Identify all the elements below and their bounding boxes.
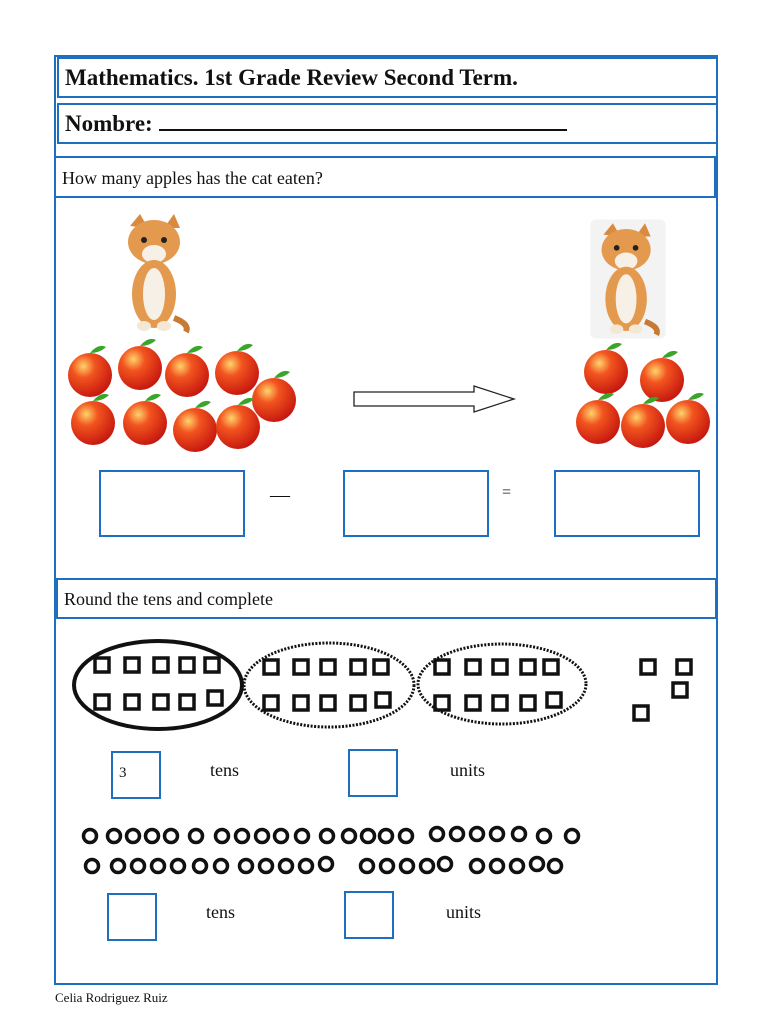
apples-after-group: [570, 340, 715, 452]
answer-box-start[interactable]: [99, 470, 245, 537]
apple-icon: [68, 346, 112, 397]
equals-sign: =: [502, 484, 512, 501]
tens-box-2[interactable]: [107, 893, 157, 941]
ten-group-loop: [244, 643, 414, 727]
apple-icon: [215, 344, 259, 395]
name-input-line[interactable]: [159, 107, 567, 131]
tens-label-2: tens: [206, 902, 235, 922]
tens-box-1[interactable]: [111, 751, 161, 799]
worksheet-title: Mathematics. 1st Grade Review Second Term.: [57, 57, 718, 98]
apple-icon: [123, 394, 167, 445]
units-box-2[interactable]: [344, 891, 394, 939]
units-box-1[interactable]: [348, 749, 398, 797]
square-icon: [95, 658, 691, 720]
units-label-2: units: [446, 902, 482, 922]
tens-value: 3: [119, 765, 127, 781]
name-field-row: [57, 103, 718, 144]
apple-icon: [621, 397, 665, 448]
tens-label-1: tens: [210, 760, 239, 780]
cat-left-image: [120, 214, 192, 332]
apple-icon: [118, 339, 162, 390]
apples-before-group: [60, 335, 305, 460]
apple-icon: [666, 393, 710, 444]
arrow-right-icon: [352, 384, 518, 414]
name-label: Nombre:: [65, 111, 153, 136]
question-round-tens: Round the tens and complete: [56, 578, 717, 619]
apple-icon: [584, 343, 628, 394]
apple-icon: [252, 371, 296, 422]
minus-sign: —: [270, 484, 290, 506]
squares-counting-group: [70, 638, 710, 738]
answer-box-result[interactable]: [554, 470, 700, 537]
apple-icon: [640, 351, 684, 402]
author-credit: Celia Rodriguez Ruiz: [55, 990, 168, 1005]
apple-icon: [576, 393, 620, 444]
ten-group-loop: [74, 641, 242, 729]
circles-counting-group: [80, 824, 590, 880]
ten-group-loop: [418, 644, 586, 724]
circle-icon: [84, 828, 579, 873]
apple-icon: [71, 394, 115, 445]
answer-box-eaten[interactable]: [343, 470, 489, 537]
cat-right-image: [594, 220, 662, 338]
question-apples: How many apples has the cat eaten?: [54, 156, 716, 198]
units-label-1: units: [450, 760, 486, 780]
apple-icon: [165, 346, 209, 397]
apple-icon: [173, 401, 217, 452]
